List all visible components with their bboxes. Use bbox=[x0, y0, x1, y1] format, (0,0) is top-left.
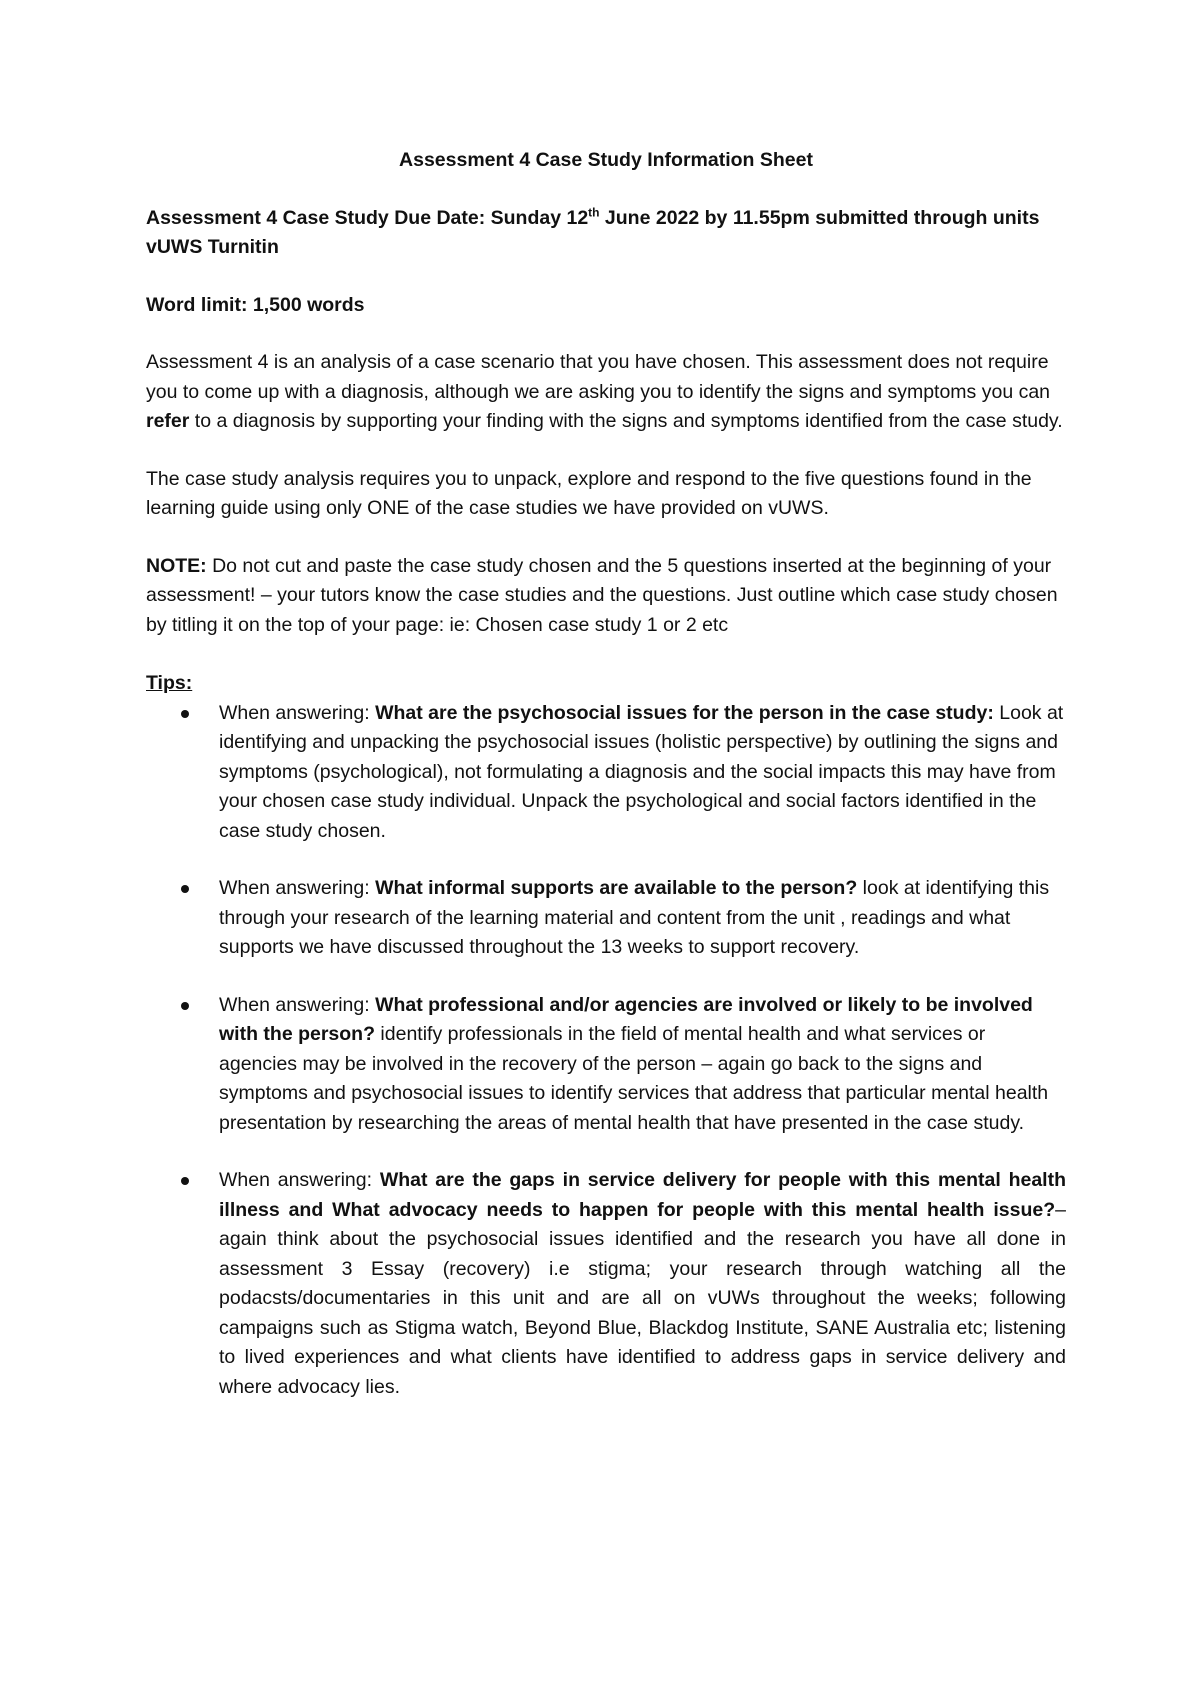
tip-body: look at identifying this through your research of the learning material and content from the unit , readings and what supports we have discussed throughout the 13 weeks to support recovery. bbox=[219, 877, 1050, 958]
tip-question: What professional and/or agencies are involved or likely to be involved with the person? bbox=[219, 993, 1033, 1045]
tip-body: – again think about the psychosocial issues identified and the research you have all done in assessment 3 Essay (recovery) i.e stigma; your research through watching all the podacsts/documentaries in this unit and are all on vUWs throughout the weeks; following campaigns such as Stigma watch, Beyond Blue, Blackdog Institute, SANE Australia etc; listening to lived experiences and what clients have identified to address gaps in service delivery and where advocacy lies. bbox=[219, 1198, 1066, 1398]
tip-question: What are the gaps in service delivery for people with this mental health illness and What advocacy needs to happen for people with this mental health issue? bbox=[219, 1169, 1067, 1221]
tip-lead: When answering: bbox=[219, 1169, 380, 1191]
tip-item bbox=[146, 1166, 1066, 1402]
tip-body: identify professionals in the field of mental health and what services or agencies may be involved in the recovery of the person – again go back to the signs and symptoms and psychosocial issues to identify services that address that particular mental health presentation by researching the areas of mental health that have presented in the case study. bbox=[219, 1023, 1049, 1134]
due-date-prefix: Assessment 4 Case Study Due Date: Sunday 12 bbox=[146, 206, 589, 229]
tip-item bbox=[146, 991, 1066, 1139]
note-text: Do not cut and paste the case study chosen and the 5 questions inserted at the beginning of your assessment! – your tutors know the case studies and the questions. Just outline which case study chosen by titling it on the top of your page: ie: Chosen case study 1 or 2 etc bbox=[146, 554, 1058, 636]
bullet-icon bbox=[181, 1177, 189, 1185]
intro-text-2: to a diagnosis by supporting your finding with the signs and symptoms identified from the case study. bbox=[189, 410, 1063, 432]
due-date-superscript: th bbox=[588, 205, 600, 219]
bullet-icon bbox=[181, 710, 189, 718]
analysis-paragraph: The case study analysis requires you to unpack, explore and respond to the five questions found in the learning guide using only ONE of the case studies we have provided on vUWS. bbox=[146, 467, 1032, 519]
due-date-suffix: June 2022 by 11.55pm submitted through units vUWS Turnitin bbox=[146, 206, 1040, 258]
intro-bold-word: refer bbox=[146, 410, 190, 432]
tip-question: What informal supports are available to the person? bbox=[375, 877, 858, 899]
word-limit: Word limit: 1,500 words bbox=[146, 293, 365, 316]
bullet-icon bbox=[181, 885, 189, 893]
note-label: NOTE: bbox=[146, 554, 207, 577]
tip-body: Look at identifying and unpacking the psychosocial issues (holistic perspective) by outlining the signs and symptoms (psychological), not formulating a diagnosis and the social impacts this may have from your chosen case study individual. Unpack the psychological and social factors identified in the case study chosen. bbox=[219, 701, 1064, 842]
note-paragraph bbox=[146, 552, 1066, 641]
document-title: Assessment 4 Case Study Information Sheet bbox=[399, 149, 813, 171]
tip-lead: When answering: bbox=[219, 877, 376, 899]
document-page bbox=[146, 146, 1066, 1402]
tip-question: What are the psychosocial issues for the person in the case study: bbox=[375, 701, 994, 724]
intro-paragraph bbox=[146, 348, 1066, 437]
tip-lead: When answering: bbox=[219, 701, 376, 724]
tips-heading: Tips: bbox=[146, 672, 193, 694]
bullet-icon bbox=[181, 1002, 189, 1010]
intro-text-1: Assessment 4 is an analysis of a case scenario that you have chosen. This assessment does not require you to come up with a diagnosis, although we are asking you to identify the signs and symptoms you can bbox=[146, 351, 1051, 403]
tip-lead: When answering: bbox=[219, 993, 376, 1016]
tip-item bbox=[146, 874, 1066, 963]
due-date-line bbox=[146, 204, 1066, 263]
tips-list bbox=[146, 699, 1066, 1403]
tip-item bbox=[146, 699, 1066, 847]
